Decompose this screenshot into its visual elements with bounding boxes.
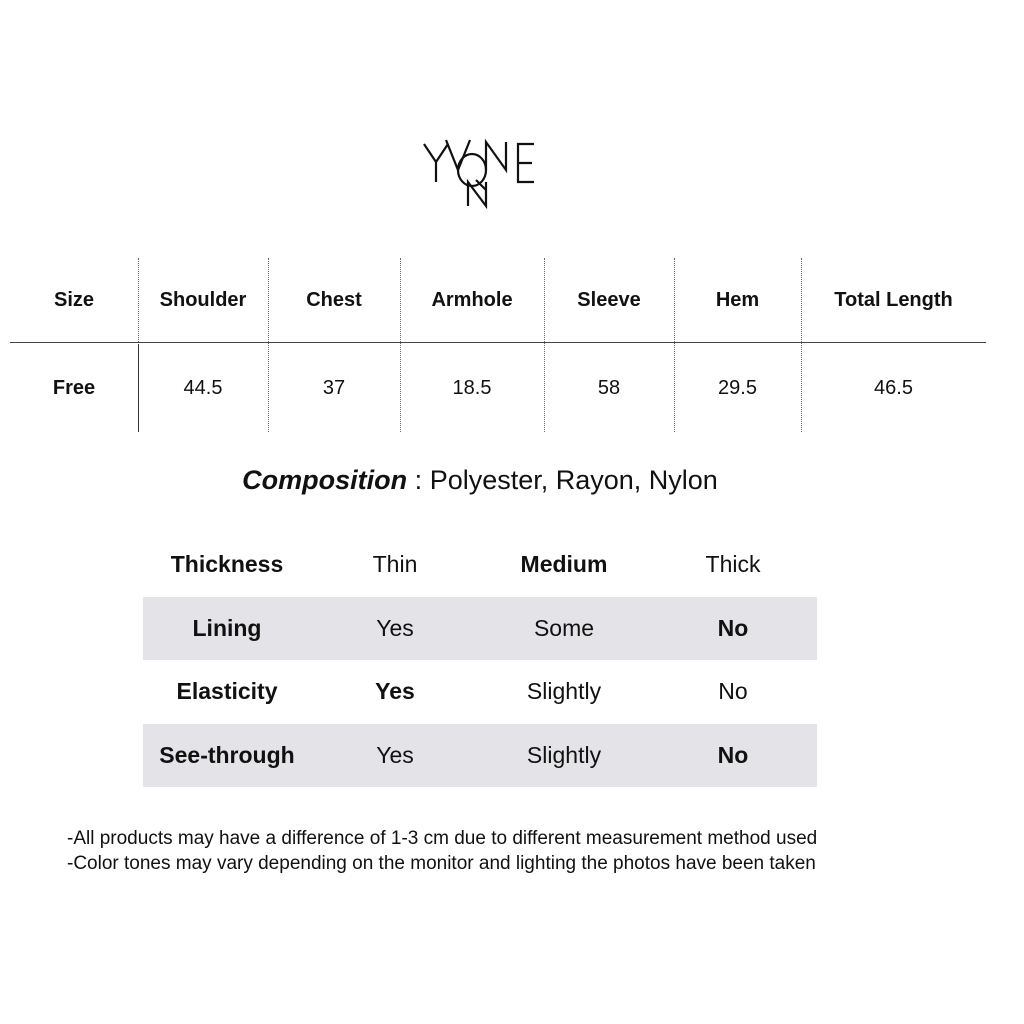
note-color: -Color tones may vary depending on the monitor and lighting the photos have been taken bbox=[67, 853, 816, 874]
fabric-option: Slightly bbox=[526, 741, 602, 768]
column-divider bbox=[544, 258, 545, 432]
fabric-label: See-through bbox=[159, 741, 295, 768]
header-shoulder: Shoulder bbox=[159, 288, 247, 311]
column-divider bbox=[138, 344, 139, 432]
header-size: Size bbox=[53, 288, 95, 311]
fabric-option: Thick bbox=[705, 551, 761, 578]
fabric-row-elasticity bbox=[143, 660, 817, 724]
fabric-option: Yes bbox=[376, 614, 414, 641]
column-divider bbox=[801, 258, 802, 432]
fabric-label: Elasticity bbox=[176, 678, 278, 705]
column-divider bbox=[400, 258, 401, 432]
fabric-option-selected: No bbox=[717, 614, 749, 641]
brand-logo bbox=[422, 130, 542, 210]
fabric-option: Some bbox=[533, 614, 595, 641]
fabric-option: Yes bbox=[376, 741, 414, 768]
cell-armhole: 18.5 bbox=[452, 376, 492, 399]
cell-hem: 29.5 bbox=[718, 376, 757, 399]
disclaimer-notes bbox=[67, 826, 817, 876]
fabric-option-selected: Yes bbox=[375, 678, 415, 705]
composition-line bbox=[0, 465, 960, 496]
fabric-option: Slightly bbox=[526, 678, 602, 705]
size-table-header-row bbox=[10, 258, 986, 342]
column-divider bbox=[268, 258, 269, 432]
fabric-row-thickness bbox=[143, 533, 817, 597]
fabric-option-selected: Medium bbox=[520, 551, 608, 578]
table-row bbox=[10, 344, 986, 432]
note-measurement: -All products may have a difference of 1-3 cm due to different measurement method used bbox=[67, 828, 818, 849]
header-divider bbox=[10, 342, 986, 343]
cell-shoulder: 44.5 bbox=[183, 376, 223, 399]
header-chest: Chest bbox=[306, 288, 362, 311]
cell-size: Free bbox=[52, 376, 96, 399]
fabric-option-selected: No bbox=[717, 741, 749, 768]
header-armhole: Armhole bbox=[431, 288, 513, 311]
cell-chest: 37 bbox=[322, 376, 346, 399]
fabric-row-lining bbox=[143, 597, 817, 661]
fabric-label: Lining bbox=[192, 614, 262, 641]
size-table bbox=[10, 258, 986, 432]
header-sleeve: Sleeve bbox=[577, 288, 641, 311]
composition-value: Polyester, Rayon, Nylon bbox=[429, 465, 718, 495]
column-divider bbox=[138, 258, 139, 342]
cell-total-length: 46.5 bbox=[874, 376, 913, 399]
header-hem: Hem bbox=[715, 288, 760, 311]
fabric-option: No bbox=[718, 678, 748, 705]
brand-logo-mark bbox=[422, 130, 542, 210]
fabric-option: Thin bbox=[372, 551, 418, 578]
column-divider bbox=[674, 258, 675, 432]
composition-label: Composition bbox=[242, 465, 408, 495]
cell-sleeve: 58 bbox=[597, 376, 621, 399]
fabric-label: Thickness bbox=[170, 551, 284, 578]
header-total-length: Total Length bbox=[834, 288, 953, 311]
composition-separator: : bbox=[414, 465, 423, 495]
fabric-row-see-through bbox=[143, 724, 817, 788]
fabric-table bbox=[143, 533, 817, 787]
